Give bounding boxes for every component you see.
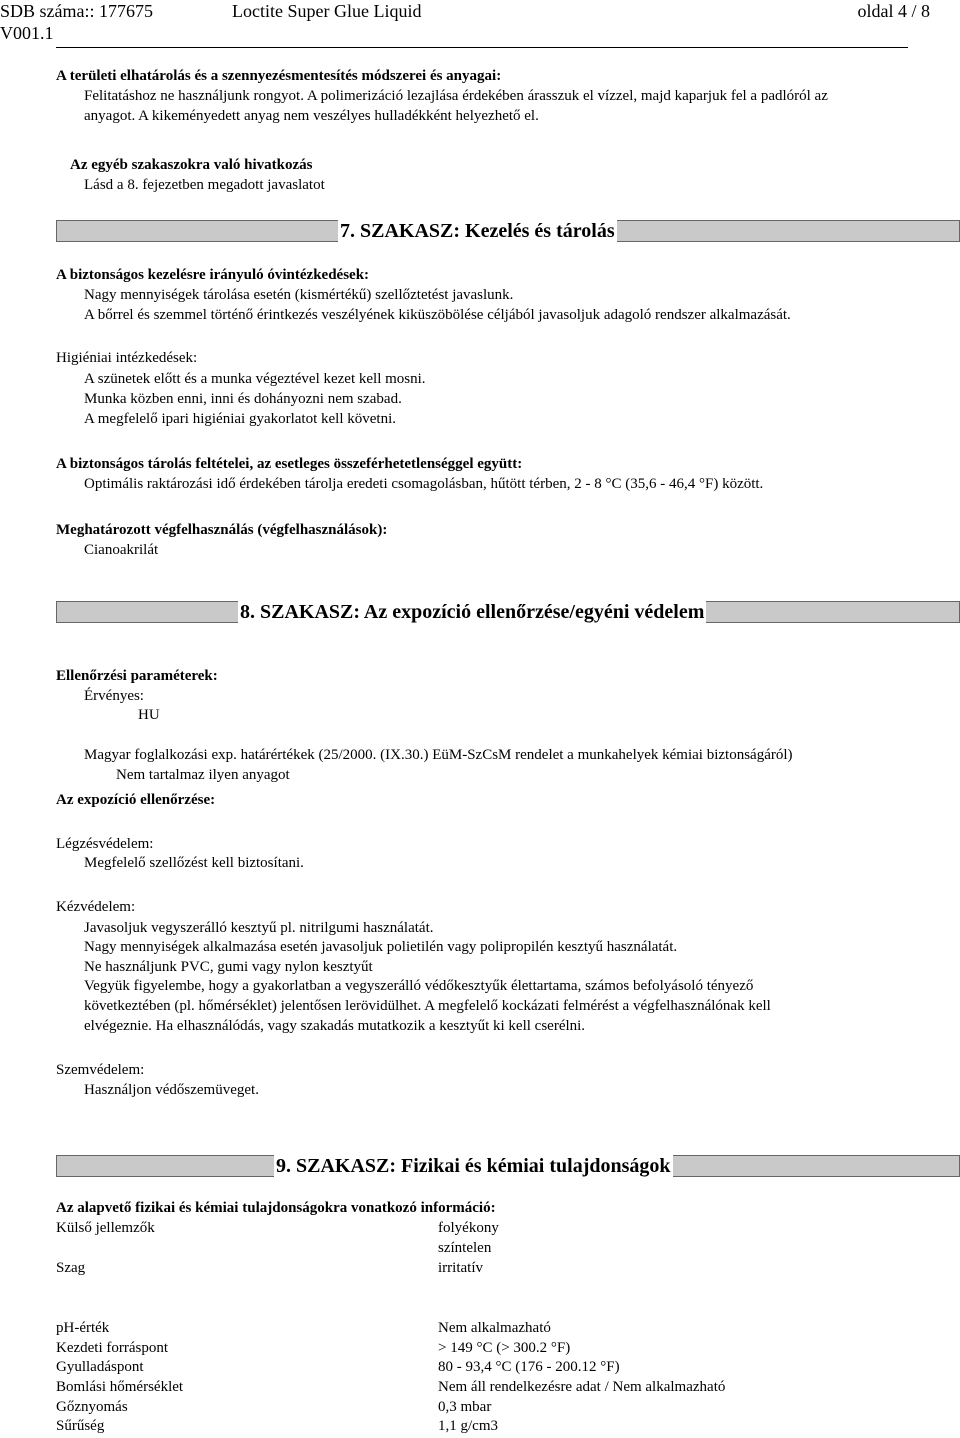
hygiene-text-2: Munka közben enni, inni és dohányozni nem szabad. — [84, 391, 402, 407]
valid-value: HU — [138, 707, 160, 723]
cleanup-text-2: anyagot. A kikeményedett anyag nem veszélyes hulladékként helyezhető el. — [84, 108, 539, 124]
version: V001.1 — [0, 23, 54, 43]
safe-handling-heading: A biztonságos kezelésre irányuló óvintézkedések: — [56, 267, 370, 283]
end-use-text: Cianoakrilát — [84, 542, 159, 558]
end-use-heading: Meghatározott végfelhasználás (végfelhasználások): — [56, 522, 388, 538]
property-value: folyékony — [438, 1220, 499, 1236]
header-divider — [56, 47, 908, 48]
cleanup-heading: A területi elhatárolás és a szennyezésmentesítés módszerei és anyagai: — [56, 68, 502, 84]
page-number: oldal 4 / 8 — [857, 1, 930, 21]
property-value: > 149 °C (> 300.2 °F) — [438, 1340, 571, 1356]
hand-text-1: Javasoljuk vegyszerálló kesztyű pl. nitrilgumi használatát. — [84, 920, 434, 936]
section-7-title: 7. SZAKASZ: Kezelés és tárolás — [340, 220, 615, 242]
regulation-note: Nem tartalmaz ilyen anyagot — [116, 767, 290, 783]
section-9-title: 9. SZAKASZ: Fizikai és kémiai tulajdonságok — [276, 1155, 671, 1177]
property-value: színtelen — [438, 1240, 492, 1256]
eye-protection-heading: Szemvédelem: — [56, 1062, 145, 1078]
exposure-control-heading: Az expozíció ellenőrzése: — [56, 792, 216, 808]
property-value: 0,3 mbar — [438, 1399, 492, 1415]
control-params-heading: Ellenőrzési paraméterek: — [56, 668, 218, 684]
property-value: 80 - 93,4 °C (176 - 200.12 °F) — [438, 1359, 620, 1375]
property-value: Nem alkalmazható — [438, 1320, 551, 1336]
reference-heading: Az egyéb szakaszokra való hivatkozás — [70, 157, 313, 173]
sdb-number: SDB száma:: 177675 — [0, 1, 153, 21]
hand-text-3: Ne használjunk PVC, gumi vagy nylon kesztyűt — [84, 959, 373, 975]
reference-text: Lásd a 8. fejezetben megadott javaslatot — [84, 177, 325, 193]
property-label: Gyulladáspont — [56, 1359, 144, 1375]
hygiene-text-1: A szünetek előtt és a munka végeztével kezet kell mosni. — [84, 371, 426, 387]
hand-text-4a: Vegyük figyelembe, hogy a gyakorlatban a vegyszerálló védőkesztyűk élettartama, számos befolyásoló tényező — [84, 978, 754, 994]
hand-protection-heading: Kézvédelem: — [56, 899, 136, 915]
regulation-text: Magyar foglalkozási exp. határértékek (25/2000. (IX.30.) EüM-SzCsM rendelet a munkahelyek kémiai biztonságáról) — [84, 747, 793, 763]
section-8-title: 8. SZAKASZ: Az expozíció ellenőrzése/egyéni védelem — [240, 601, 705, 623]
eye-protection-text: Használjon védőszemüveget. — [84, 1082, 259, 1098]
properties-heading: Az alapvető fizikai és kémiai tulajdonságokra vonatkozó információ: — [56, 1200, 496, 1216]
property-label: Szag — [56, 1260, 86, 1276]
property-value: Nem áll rendelkezésre adat / Nem alkalmazható — [438, 1379, 726, 1395]
valid-label: Érvényes: — [84, 688, 144, 704]
cleanup-text-1: Felitatáshoz ne használjunk rongyot. A polimerizáció lezajlása érdekében árasszuk el vízzel, majd kaparjuk fel a padlóról az — [84, 88, 828, 104]
safe-handling-text-1: Nagy mennyiségek tárolása esetén (kismértékű) szellőztetést javaslunk. — [84, 287, 514, 303]
property-label: Sűrűség — [56, 1418, 105, 1434]
property-label: Bomlási hőmérséklet — [56, 1379, 184, 1395]
property-label: Kezdeti forráspont — [56, 1340, 169, 1356]
property-label: Külső jellemzők — [56, 1220, 155, 1236]
safe-handling-text-2: A bőrrel és szemmel történő érintkezés veszélyének kiküszöbölése céljából javasoljuk adagoló rendszer alkalmazását. — [84, 307, 791, 323]
property-value: 1,1 g/cm3 — [438, 1418, 498, 1434]
storage-heading: A biztonságos tárolás feltételei, az esetleges összeférhetetlenséggel együtt: — [56, 456, 523, 472]
hand-text-2: Nagy mennyiségek alkalmazása esetén javasoljuk polietilén vagy polipropilén kesztyű használatát. — [84, 939, 678, 955]
property-label: Gőznyomás — [56, 1399, 128, 1415]
hygiene-text-3: A megfelelő ipari higiéniai gyakorlatot kell követni. — [84, 411, 396, 427]
property-label: pH-érték — [56, 1320, 110, 1336]
property-value: irritatív — [438, 1260, 483, 1276]
hand-text-4c: elvégeznie. Ha elhasználódás, vagy szakadás mutatkozik a kesztyűt ki kell cserélni. — [84, 1018, 586, 1034]
hand-text-4b: következtében (pl. hőmérséklet) jelentősen lerövidülhet. A megfelelő kockázati felmérést a végfelhasználónak kell — [84, 998, 771, 1014]
hygiene-heading: Higiéniai intézkedések: — [56, 350, 198, 366]
respiratory-heading: Légzésvédelem: — [56, 836, 154, 852]
respiratory-text: Megfelelő szellőzést kell biztosítani. — [84, 855, 304, 871]
product-name: Loctite Super Glue Liquid — [232, 1, 422, 21]
storage-text: Optimális raktározási idő érdekében tárolja eredeti csomagolásban, hűtött térben, 2 - 8 °C (35,6 - 46,4 °F) között. — [84, 476, 764, 492]
